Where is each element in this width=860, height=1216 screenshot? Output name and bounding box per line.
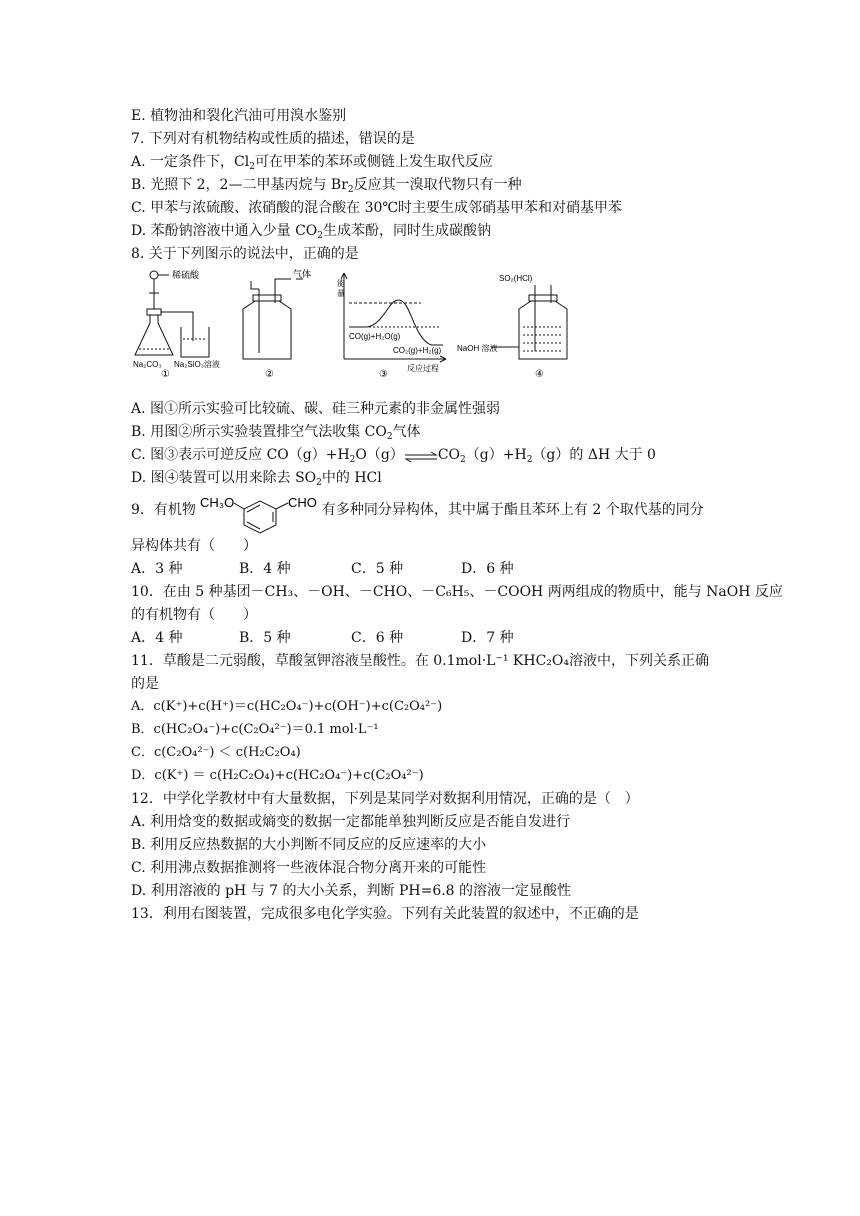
q9-option-c: C．5 种 bbox=[351, 561, 404, 577]
q10-option-d: D．7 种 bbox=[461, 630, 514, 646]
q7-option-a: A. 一定条件下，$Cl_2$可在甲苯的苯环或侧链上发生取代反应 bbox=[131, 154, 493, 172]
q10-stem: 10．在由 5 种基团－CH₃、－OH、－CHO、－C₆H₅、－COOH 两两组成的物质中，能与 NaOH 反应 bbox=[131, 584, 783, 600]
q7-stem: 7. 下列对有机物结构或性质的描述，错误的是 bbox=[131, 131, 415, 147]
figure-3-energy-label-2: 量 bbox=[337, 289, 345, 298]
q10-option-a: A．4 种 bbox=[131, 630, 183, 646]
q9-option-b: B．4 种 bbox=[239, 561, 291, 577]
q12-option-d: D. 利用溶液的 pH 与 7 的大小关系，判断 PH=6.8 的溶液一定显酸性 bbox=[131, 883, 572, 899]
q9-option-a: A．3 种 bbox=[131, 561, 183, 577]
equilibrium-arrow-icon bbox=[404, 449, 438, 461]
figure-3-number: ③ bbox=[379, 369, 388, 377]
q11-option-d: D．c(K⁺) ＝ c(H₂C₂O₄)+c(HC₂O₄⁻)+c(C₂O₄²⁻) bbox=[131, 768, 424, 783]
q9-molecule-structure bbox=[200, 491, 322, 535]
figure-4-apparatus bbox=[491, 285, 567, 359]
q9-options bbox=[131, 559, 514, 579]
q8-option-d: D. 图④装置可以用来除去 $SO_2$中的 HCl bbox=[131, 470, 382, 488]
aldehyde-group-label: CHO bbox=[288, 495, 317, 510]
figure-3-reactants-label: CO(g)+H₂O(g) bbox=[349, 332, 401, 341]
q7-option-c: C. 甲苯与浓硫酸、浓硝酸的混合酸在 30℃时主要生成邻硝基甲苯和对硝基甲苯 bbox=[131, 200, 623, 216]
q12-option-c: C. 利用沸点数据推测将一些液体混合物分离开来的可能性 bbox=[131, 860, 487, 876]
benzene-ring-icon bbox=[234, 501, 288, 533]
q7-option-d: D. 苯酚钠溶液中通入少量 $CO_2$生成苯酚，同时生成碳酸钠 bbox=[131, 223, 491, 241]
figure-1-acid-label: 稀硫酸 bbox=[172, 270, 200, 280]
q8-figures bbox=[131, 267, 591, 377]
figure-1-na2sio3-label: Na₂SiO₃溶液 bbox=[174, 360, 220, 369]
q10-stem-continued: 的有机物有（ ） bbox=[131, 607, 257, 623]
methoxy-group-label: CH₃O bbox=[200, 495, 235, 510]
q12-option-b: B. 利用反应热数据的大小判断不同反应的反应速率的大小 bbox=[131, 837, 487, 853]
figure-4-naoh-label: NaOH 溶液 bbox=[457, 344, 498, 353]
q11-option-c: C．c(C₂O₄²⁻) ＜ c(H₂C₂O₄) bbox=[131, 745, 301, 760]
figure-1-na2co3-label: Na₂CO₃ bbox=[133, 360, 162, 369]
figure-1-apparatus bbox=[135, 271, 209, 357]
q6-option-e: E. 植物油和裂化汽油可用溴水鉴别 bbox=[131, 108, 347, 124]
q10-options bbox=[131, 628, 514, 648]
figure-2-gas-label: 气体 bbox=[293, 269, 312, 279]
q9-stem-continued: 异构体共有（ ） bbox=[131, 538, 257, 554]
figure-4-gas-label: SO₂(HCl) bbox=[499, 274, 533, 283]
figure-2-number: ② bbox=[265, 369, 274, 377]
q12-option-a: A. 利用焓变的数据或熵变的数据一定都能单独判断反应是否能自发进行 bbox=[131, 814, 571, 830]
q9-stem: 9．有机物 有多种同分异构体，其中属于酯且苯环上有 2 个取代基的同分 bbox=[131, 502, 704, 518]
q10-option-c: C．6 种 bbox=[351, 630, 404, 646]
q9-option-d: D．6 种 bbox=[461, 561, 514, 577]
q8-stem: 8. 关于下列图示的说法中，正确的是 bbox=[131, 246, 359, 262]
q11-option-a: A．c(K⁺)+c(H⁺)＝c(HC₂O₄⁻)+c(OH⁻)+c(C₂O₄²⁻) bbox=[131, 699, 443, 714]
q11-stem: 11．草酸是二元弱酸，草酸氢钾溶液呈酸性。在 0.1mol·L⁻¹ KHC₂O₄溶液中，下列关系正确 bbox=[131, 653, 709, 669]
q8-option-a: A. 图①所示实验可比较硫、碳、硅三种元素的非金属性强弱 bbox=[131, 401, 501, 417]
q13-stem: 13．利用右图装置，完成很多电化学实验。下列有关此装置的叙述中，不正确的是 bbox=[131, 906, 639, 922]
q7-option-b: B. 光照下 2，2—二甲基丙烷与 $Br_2$反应其一溴取代物只有一种 bbox=[131, 177, 522, 195]
q8-option-b: B. 用图②所示实验装置排空气法收集 $CO_2$气体 bbox=[131, 424, 421, 442]
q8-option-c: C. 图③表示可逆反应 $CO(g)+H_2O(g)$ $CO_2(g)+H_2(g)$的 ΔH 大于 0 bbox=[131, 447, 656, 465]
q10-option-b: B．5 种 bbox=[239, 630, 291, 646]
figure-1-number: ① bbox=[161, 369, 170, 377]
figure-3-x-axis-label: 反应过程 bbox=[407, 364, 439, 373]
q12-stem: 12．中学化学教材中有大量数据，下列是某同学对数据利用情况，正确的是（ ） bbox=[131, 791, 639, 807]
q11-stem-continued: 的是 bbox=[131, 676, 159, 692]
figure-4-number: ④ bbox=[535, 369, 544, 377]
q11-option-b: B．c(HC₂O₄⁻)+c(C₂O₄²⁻)＝0.1 mol·L⁻¹ bbox=[131, 722, 379, 737]
figure-3-products-label: CO₂(g)+H₂(g) bbox=[393, 346, 442, 355]
figure-3-energy-label-1: 能 bbox=[337, 279, 345, 288]
figure-2-apparatus bbox=[243, 279, 303, 359]
